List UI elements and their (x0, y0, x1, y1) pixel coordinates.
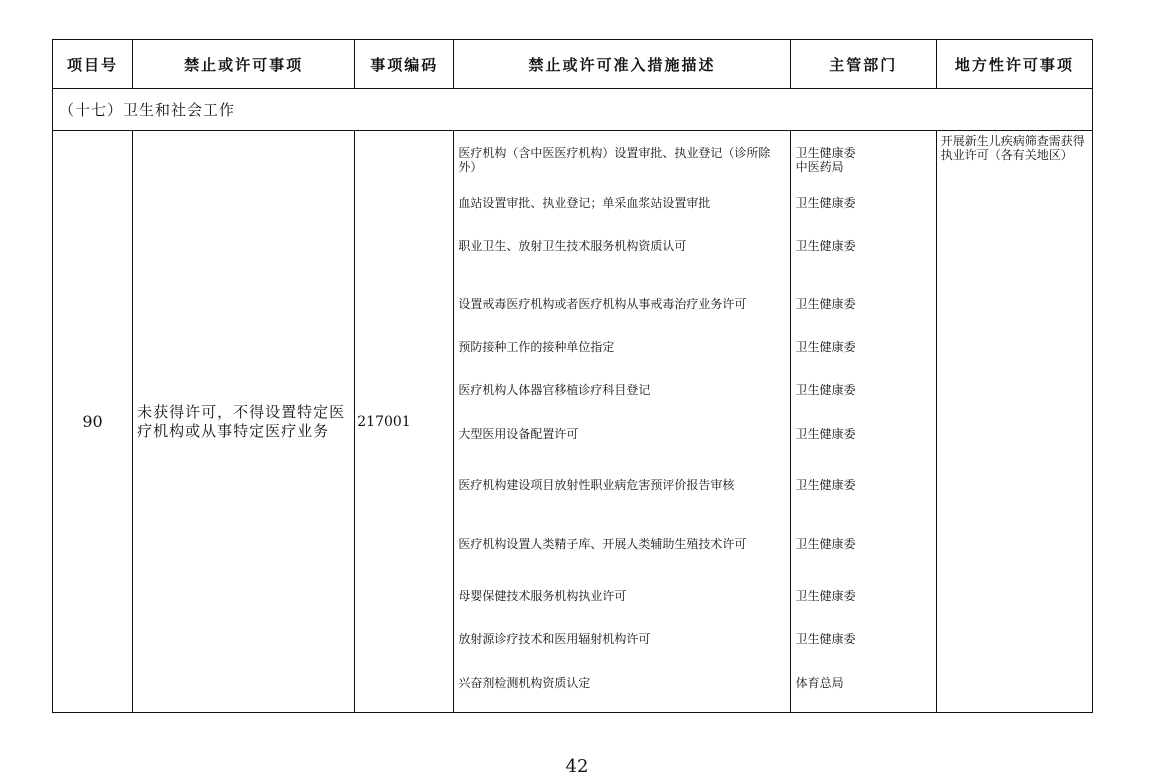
local-permit-text: 开展新生儿疾病筛查需获得执业许可（各有关地区） (940, 134, 1085, 162)
measure-department (791, 521, 936, 567)
department-list (791, 131, 936, 712)
measure-department-text: 卫生健康委 (795, 297, 856, 311)
section-row (53, 89, 1093, 131)
measure-department-text: 卫生健康委 (795, 383, 856, 397)
measure-department-text: 卫生健康委 (795, 478, 856, 492)
measure-description-text: 母婴保健技术服务机构执业许可 (458, 588, 627, 603)
measure-description-text: 大型医用设备配置许可 (458, 427, 579, 441)
header-department: 主管部门 (790, 40, 936, 89)
measure-department (791, 189, 936, 217)
measure-description-text: 职业卫生、放射卫生技术服务机构资质认可 (458, 239, 687, 253)
measure-description-text: 医疗机构人体器官移植诊疗科目登记 (458, 383, 651, 397)
table-row (53, 131, 1093, 713)
cell-code: 217001 (355, 131, 454, 713)
cell-measures-description (454, 131, 790, 713)
header-item: 禁止或许可事项 (133, 40, 355, 89)
measure-description (454, 131, 789, 189)
measure-description-text: 血站设置审批、执业登记；单采血浆站设置审批 (458, 196, 711, 210)
measure-description-text: 医疗机构设置人类精子库、开展人类辅助生殖技术许可 (458, 537, 747, 551)
measure-department-text: 卫生健康委 中医药局 (795, 146, 856, 174)
measure-department (791, 333, 936, 361)
measure-department-text: 卫生健康委 (795, 427, 856, 441)
measure-description (454, 449, 789, 521)
measure-description-text: 预防接种工作的接种单位指定 (458, 340, 615, 354)
measure-department (791, 217, 936, 275)
measure-department-text: 卫生健康委 (795, 537, 856, 551)
measure-department-text: 卫生健康委 (795, 340, 856, 354)
measure-department-text: 卫生健康委 (795, 632, 856, 646)
measure-description (454, 654, 789, 712)
measure-department-text: 卫生健康委 (795, 196, 856, 210)
measure-department (791, 654, 936, 712)
measure-description (454, 521, 789, 567)
header-code: 事项编码 (355, 40, 454, 89)
measure-department (791, 624, 936, 654)
measure-description (454, 275, 789, 333)
measure-department (791, 567, 936, 624)
table-header-row (53, 40, 1093, 89)
measure-department-text: 体育总局 (795, 676, 844, 690)
measure-description (454, 567, 789, 624)
cell-departments (790, 131, 936, 713)
cell-item: 未获得许可，不得设置特定医疗机构或从事特定医疗业务 (133, 131, 355, 713)
section-title: （十七）卫生和社会工作 (53, 89, 1093, 131)
header-local-permit: 地方性许可事项 (936, 40, 1092, 89)
measure-description-text: 放射源诊疗技术和医用辐射机构许可 (458, 632, 651, 646)
measure-department-text: 卫生健康委 (795, 588, 856, 603)
cell-project-no: 90 (53, 131, 133, 713)
measure-description-text: 设置戒毒医疗机构或者医疗机构从事戒毒治疗业务许可 (458, 297, 747, 311)
measure-description (454, 189, 789, 217)
header-project-no: 项目号 (53, 40, 133, 89)
cell-local-permit (936, 131, 1092, 713)
measure-department (791, 361, 936, 419)
measure-department (791, 449, 936, 521)
measure-description-list (454, 131, 789, 712)
measure-description-text: 兴奋剂检测机构资质认定 (458, 676, 591, 690)
measure-description-text: 医疗机构（含中医医疗机构）设置审批、执业登记（诊所除外） (458, 146, 771, 174)
measure-description (454, 217, 789, 275)
measure-description-text: 医疗机构建设项目放射性职业病危害预评价报告审核 (458, 478, 735, 492)
measure-department (791, 275, 936, 333)
measure-description (454, 624, 789, 654)
measure-department (791, 131, 936, 189)
measure-description (454, 333, 789, 361)
header-description: 禁止或许可准入措施描述 (454, 40, 790, 89)
measure-department (791, 419, 936, 449)
measure-description (454, 419, 789, 449)
page-number: 42 (565, 756, 589, 777)
measure-department-text: 卫生健康委 (795, 239, 856, 253)
measure-description (454, 361, 789, 419)
regulation-table (52, 39, 1093, 713)
